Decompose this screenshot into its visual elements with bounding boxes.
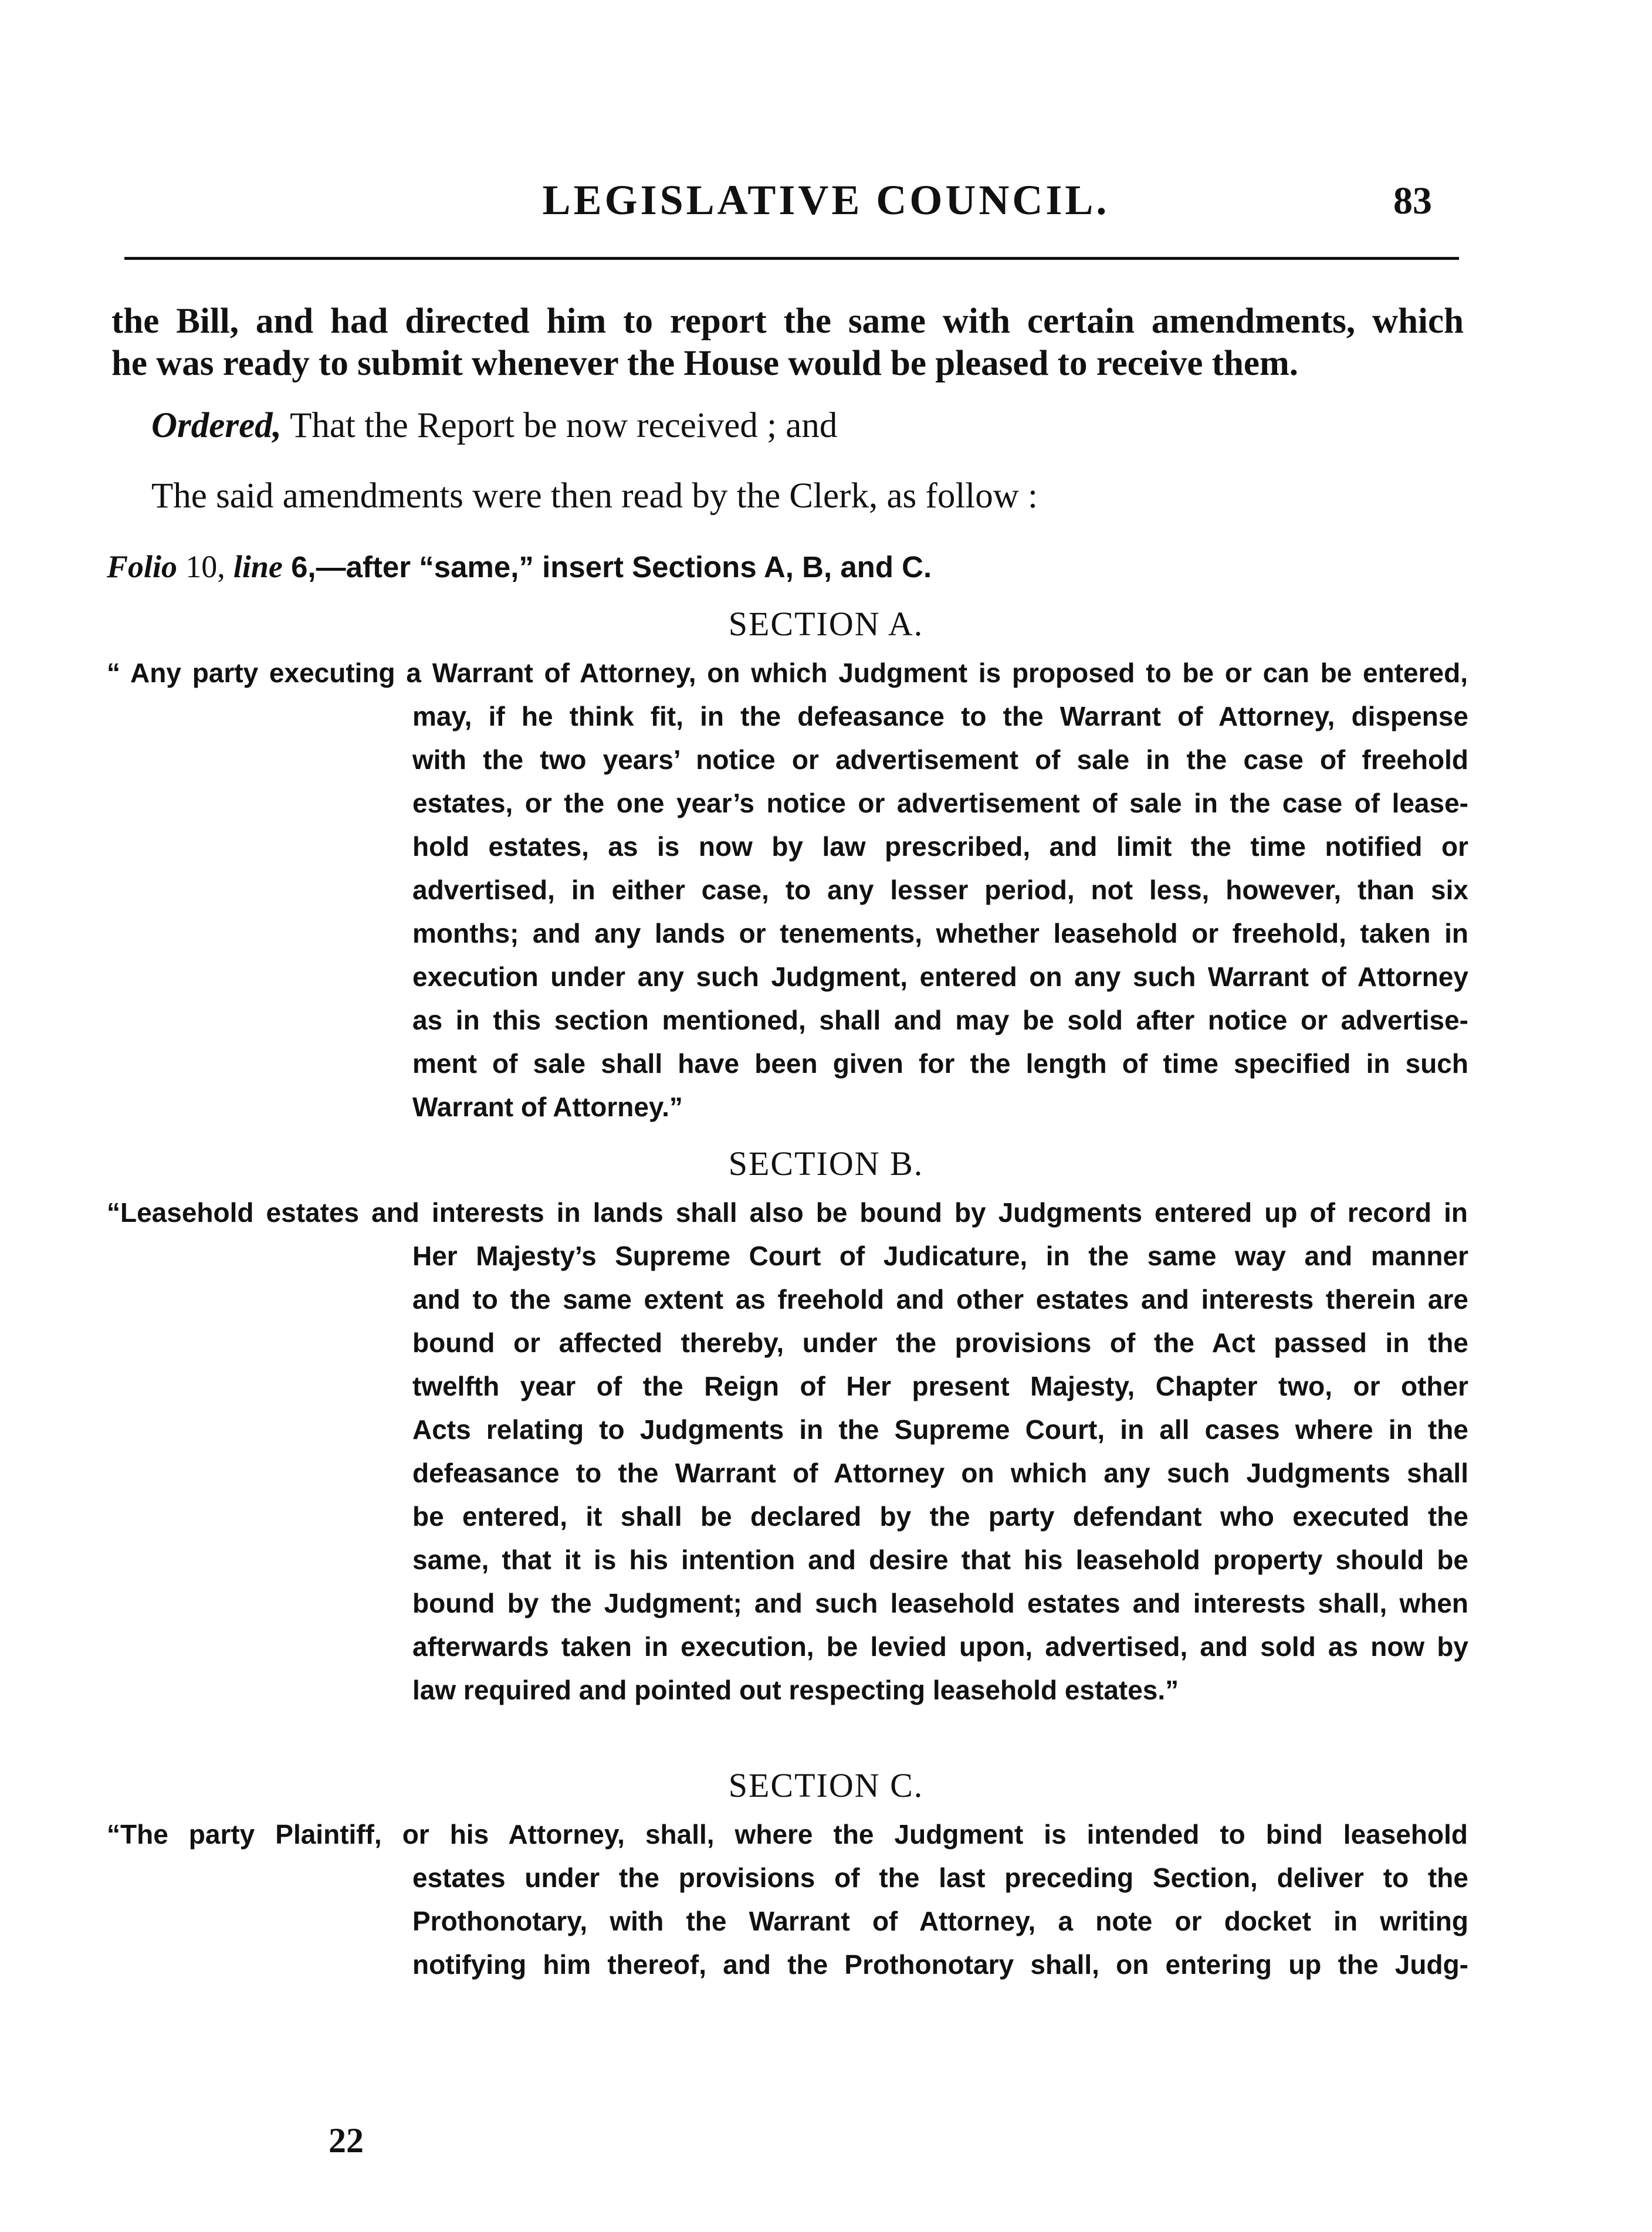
section-a-line: Warrant of Attorney.” xyxy=(412,1092,683,1122)
section-a-line: as in this section mentioned, shall and may be sold after notice or advertise- xyxy=(412,1005,1468,1035)
ordered-italic: Ordered, xyxy=(151,406,282,445)
continuation-line-1: the Bill, and had directed him to report the same with certain amendments, which xyxy=(111,302,1464,341)
section-b-line: bound or affected thereby, under the provisions of the Act passed in the xyxy=(412,1327,1468,1358)
section-c-line: estates under the provisions of the last preceding Section, deliver to the xyxy=(412,1862,1468,1893)
section-b-line: bound by the Judgment; and such leasehold estates and interests shall, when xyxy=(412,1588,1468,1618)
section-a-line: estates, or the one year’s notice or advertisement of sale in the case of lease- xyxy=(412,788,1468,818)
ordered-paragraph xyxy=(151,405,837,447)
header-rule xyxy=(124,257,1459,260)
section-a-line: execution under any such Judgment, entered on any such Warrant of Attorney xyxy=(412,961,1468,992)
amendments-read-paragraph: The said amendments were then read by the Clerk, as follow : xyxy=(151,476,1038,516)
section-b-line: Acts relating to Judgments in the Supreme Court, in all cases where in the xyxy=(412,1414,1468,1445)
folio-label: Folio xyxy=(107,549,178,584)
section-b-heading: SECTION B. xyxy=(728,1144,924,1183)
page-number: 83 xyxy=(1393,179,1432,222)
folio-number: 10, xyxy=(185,549,225,584)
folio-instruction: 6,—after “same,” insert Sections A, B, and C. xyxy=(291,550,932,584)
section-b-line: and to the same extent as freehold and other estates and interests therein are xyxy=(412,1284,1468,1315)
page-title: LEGISLATIVE COUNCIL. xyxy=(542,177,1110,223)
section-a-line: ment of sale shall have been given for the length of time specified in such xyxy=(412,1048,1468,1079)
line-label: line xyxy=(233,549,283,584)
signature-mark: 22 xyxy=(329,2121,364,2160)
section-b-line: afterwards taken in execution, be levied upon, advertised, and sold as now by xyxy=(412,1631,1468,1662)
section-a-body xyxy=(412,695,1468,1129)
ordered-rest: That the Report be now received ; and xyxy=(290,406,838,445)
section-b-line: defeasance to the Warrant of Attorney on which any such Judgments shall xyxy=(412,1458,1468,1488)
section-a-first-line: “ Any party executing a Warrant of Attorney, on which Judgment is proposed to be or can be entered, xyxy=(107,658,1468,688)
continuation-line-2: he was ready to submit whenever the House would be pleased to receive them. xyxy=(111,344,1299,383)
section-b-body xyxy=(412,1234,1468,1712)
section-a-line: may, if he think fit, in the defeasance to the Warrant of Attorney, dispense xyxy=(412,701,1468,731)
section-b-line: law required and pointed out respecting leasehold estates.” xyxy=(412,1675,1179,1705)
section-a-line: advertised, in either case, to any lesser period, not less, however, than six xyxy=(412,875,1468,905)
section-c-line: Prothonotary, with the Warrant of Attorney, a note or docket in writing xyxy=(412,1906,1468,1936)
section-c-first-line: “The party Plaintiff, or his Attorney, shall, where the Judgment is intended to bind leasehold xyxy=(107,1819,1468,1850)
section-b-line: be entered, it shall be declared by the party defendant who executed the xyxy=(412,1501,1468,1532)
section-b-line: twelfth year of the Reign of Her present Majesty, Chapter two, or other xyxy=(412,1371,1468,1401)
section-b-first-line: “Leasehold estates and interests in lands shall also be bound by Judgments entered up of record in xyxy=(107,1197,1468,1228)
section-b-line: Her Majesty’s Supreme Court of Judicature, in the same way and manner xyxy=(412,1241,1468,1271)
section-a-heading: SECTION A. xyxy=(728,605,924,643)
section-a-line: months; and any lands or tenements, whether leasehold or freehold, taken in xyxy=(412,918,1468,949)
section-c-body xyxy=(412,1856,1468,1986)
section-c-heading: SECTION C. xyxy=(728,1766,924,1804)
section-b-line: same, that it is his intention and desire that his leasehold property should be xyxy=(412,1545,1468,1575)
section-a-line: hold estates, as is now by law prescribed, and limit the time notified or xyxy=(412,831,1468,862)
section-c-line: notifying him thereof, and the Prothonotary shall, on entering up the Judg- xyxy=(412,1949,1468,1980)
folio-amendment-line xyxy=(107,548,932,585)
section-a-line: with the two years’ notice or advertisement of sale in the case of freehold xyxy=(412,744,1468,775)
continuation-paragraph xyxy=(111,300,1464,385)
